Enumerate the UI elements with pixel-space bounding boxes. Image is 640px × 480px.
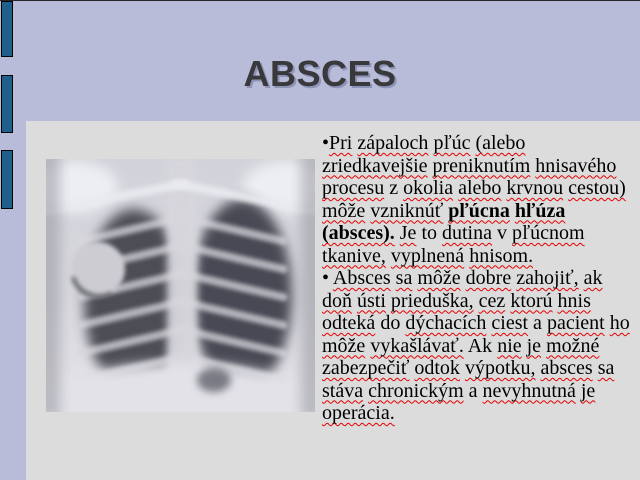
word: ústi	[357, 289, 386, 312]
bullet-paragraph: • Absces sa môže dobre zahojiť, ak doň ústi prieduška, cez ktorú hnis odteká do dýchacích ciest a pacient ho môže vykašlávať. Ak nie je možné zabezpečiť odtok výpotku, absces sa stáva chronickým a nevyhnutná je operácia.	[322, 267, 630, 424]
word: zápaloch	[357, 132, 429, 154]
word: operácia.	[322, 402, 395, 424]
word: cestou)	[568, 177, 626, 199]
word: ktorú	[510, 289, 553, 312]
word: pľúc	[433, 132, 471, 154]
word: odteká	[322, 312, 376, 334]
word: dýchacích	[405, 312, 487, 334]
word: alebo	[458, 177, 502, 199]
word: je	[580, 379, 596, 402]
word: procesu	[322, 177, 385, 199]
word: chronickým	[368, 379, 464, 402]
word: ak	[583, 267, 603, 289]
word: môže	[322, 334, 366, 357]
word: Absces	[332, 267, 391, 289]
word: do	[380, 312, 401, 334]
word: z	[389, 177, 399, 199]
word: v	[497, 222, 507, 244]
word: ciest	[491, 312, 529, 334]
word: hľúza	[514, 199, 566, 222]
word: krvnou	[506, 177, 564, 199]
word: doň	[322, 289, 352, 312]
bullet-paragraph: •Pri zápaloch pľúc (alebo zriedkavejšie preniknutím hnisavého procesu z okolia alebo krvnou cestou) môže vzniknúť pľúcna hľúza (absces). Je to dutina v pľúcnom tkanive, vyplnená hnisom.	[322, 132, 626, 267]
word: zabezpečiť	[322, 357, 410, 379]
accent-bar-3	[1, 150, 13, 209]
word: výpotku,	[464, 357, 536, 379]
word: (alebo	[475, 132, 526, 154]
word: absces	[540, 357, 593, 379]
word: okolia	[403, 177, 454, 199]
word: možné	[546, 334, 600, 357]
word: preniknutím	[432, 154, 531, 177]
word: môže	[417, 267, 461, 289]
word: sa	[395, 267, 413, 289]
word: dutina	[442, 222, 492, 244]
slide-top-border	[0, 0, 640, 1]
word: ho	[609, 312, 630, 334]
word: hnisavého	[535, 154, 617, 177]
word: pľúcnom	[512, 222, 585, 244]
slide-title: ABSCES	[243, 53, 397, 94]
word: sa	[597, 357, 615, 379]
word: stáva	[322, 379, 364, 402]
word: vyplnená	[390, 244, 465, 267]
word: hnis	[557, 289, 591, 312]
word: a	[468, 379, 478, 402]
word: to	[421, 222, 437, 244]
word: Ak	[467, 334, 493, 357]
word: pacient	[546, 312, 605, 334]
word: prieduška,	[390, 289, 474, 312]
word: hnisom.	[469, 244, 534, 267]
word: zriedkavejšie	[322, 154, 428, 177]
word: vykašlávať.	[370, 334, 464, 357]
word: môže	[322, 199, 366, 222]
chest-xray-image	[46, 159, 315, 412]
word: (absces).	[322, 222, 395, 244]
accent-bar-1	[1, 1, 13, 57]
word: je	[526, 334, 542, 357]
word: odtok	[414, 357, 460, 379]
word: dobre	[465, 267, 512, 289]
word: cez	[478, 289, 506, 312]
word: a	[533, 312, 542, 334]
body-text	[322, 132, 632, 425]
word: vzniknúť	[370, 199, 444, 222]
word: Je	[399, 222, 417, 244]
word: nevyhnutná	[482, 379, 576, 402]
word: tkanive,	[322, 244, 386, 267]
word: Pri	[329, 132, 353, 154]
word: nie	[497, 334, 522, 357]
word: pľúcna	[448, 199, 510, 222]
word: zahojiť,	[516, 267, 579, 289]
